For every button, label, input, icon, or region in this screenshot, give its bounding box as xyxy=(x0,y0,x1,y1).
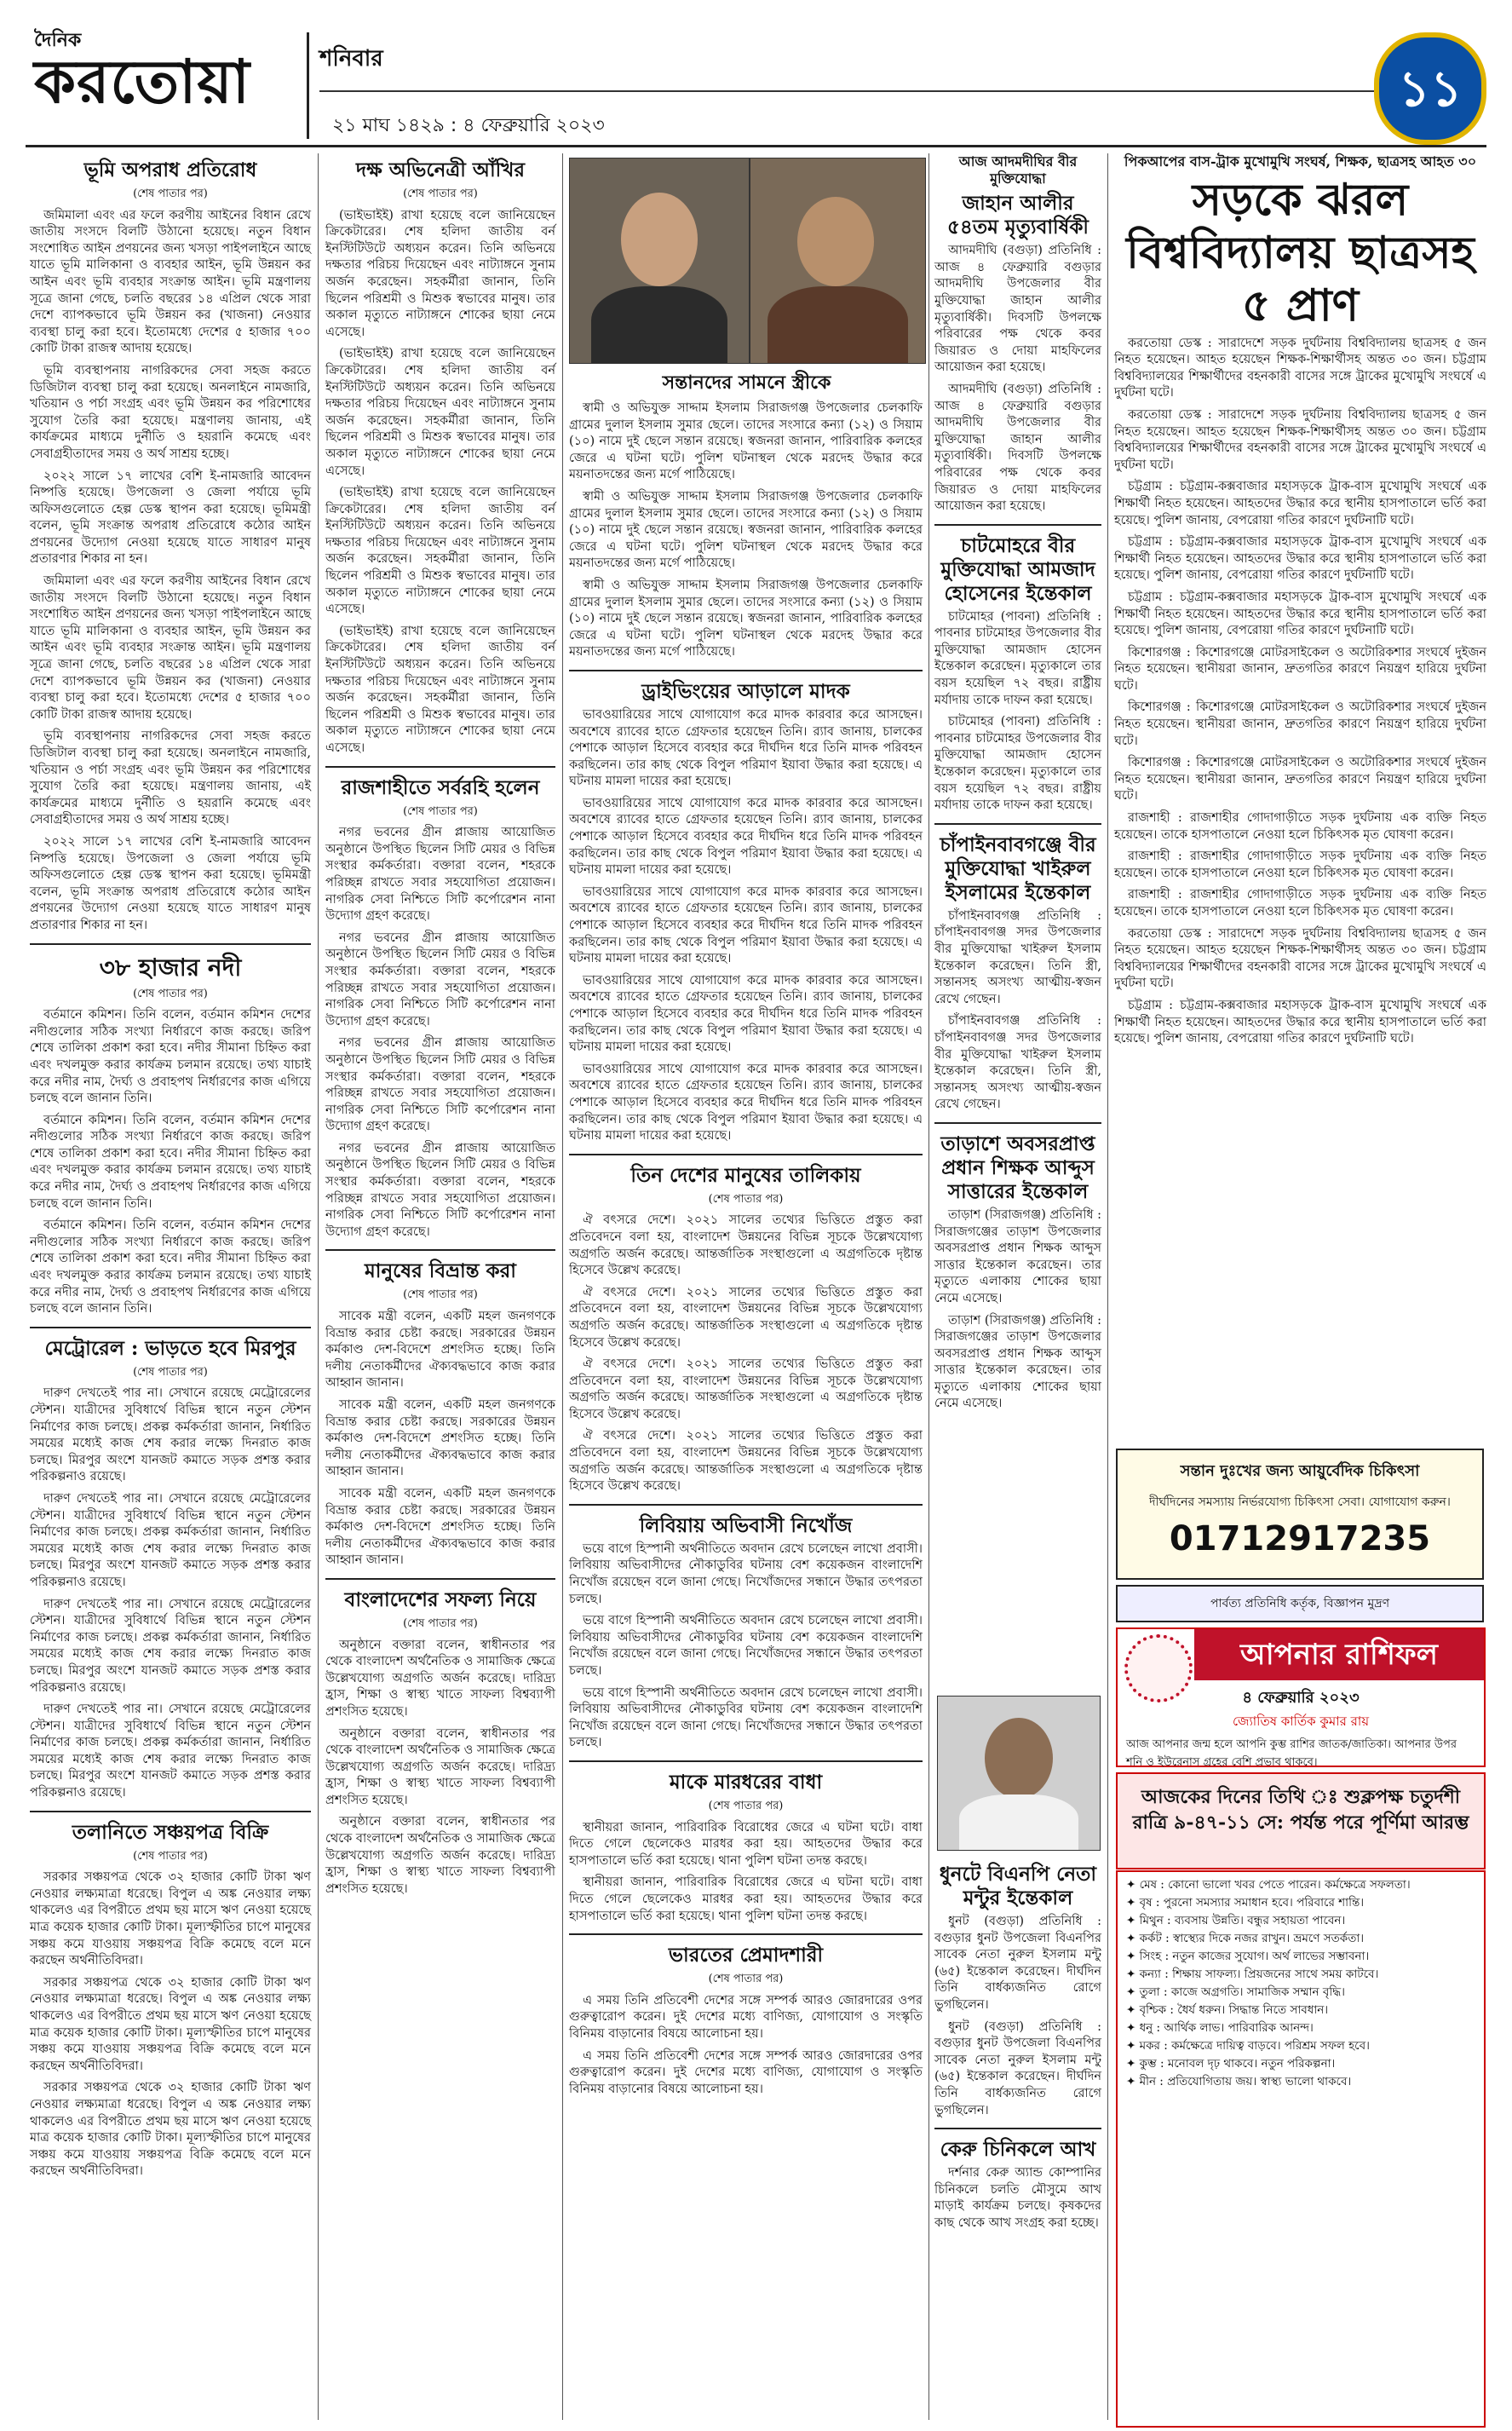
article-text: রাজশাহী : রাজশাহীর গোদাগাড়ীতে সড়ক দুর্ঘটনায় এক ব্যক্তি নিহত হয়েছেন। তাকে হাসপাতালে নেওয়া হলে চিকিৎসক মৃত ঘোষণা করেন। xyxy=(1114,850,1486,880)
article-text: চট্টগ্রাম : চট্টগ্রাম-কক্সবাজার মহাসড়কে ট্রাক-বাস মুখোমুখি সংঘর্ষে এক শিক্ষার্থী নিহত হয়েছেন। আহতদের উদ্ধার করে স্থানীয় হাসপাতালে ভর্তি করা হয়েছে। পুলিশ জানায়, বেপরোয়া গতির কারণে দুর্ঘটনাটি ঘটে। xyxy=(1114,590,1486,638)
article-text: (ভাইভাইই) রাখা হয়েছে বলে জানিয়েছেন ক্রিকেটারের। শেষ হলিদা জাতীয় বর্ন ইনস্টিটিউটে অধ্যয়ন করেন। তিনি অভিনয়ে দক্ষতার পরিচয় দিয়েছেন এবং নাট্যাঙ্গনে সুনাম অর্জন করেছেন। সহকর্মীরা জানান, তিনি ছিলেন পরিশ্রমী ও মিশুক স্বভাবের মানুষ। তার অকাল মৃত্যুতে নাট্যাঙ্গনে শোকের ছায়া নেমে এসেছে। xyxy=(325,624,555,755)
column-divider xyxy=(1107,153,1108,2420)
article-text: এ সময় তিনি প্রতিবেশী দেশের সঙ্গে সম্পর্ক আরও জোরদারের ওপর গুরুত্বারোপ করেন। দুই দেশের মধ্যে বাণিজ্য, যোগাযোগ ও সংস্কৃতি বিনিময় বাড়ানোর বিষয়ে আলোচনা হয়। xyxy=(569,2048,923,2096)
continued-note: (শেষ পাতার পর) xyxy=(133,1365,208,1379)
horoscope-list xyxy=(1116,1870,1486,2428)
article-text: ভাবওয়ারিয়ের সাথে যোগাযোগ করে মাদক কারবার করে আসছেন। অবশেষে র‌্যাবের হাতে গ্রেফতার হয়েছেন তিনি। র‌্যাব জানায়, চালকের পেশাকে আড়াল হিসেবে ব্যবহার করে দীর্ঘদিন ধরে তিনি মাদক পরিবহন করছিলেন। তার কাছ থেকে বিপুল পরিমাণ ইয়াবা উদ্ধার করা হয়েছে। এ ঘটনায় মামলা দায়ের করা হয়েছে। xyxy=(569,884,923,966)
article-text: সাবেক মন্ত্রী বলেন, একটি মহল জনগণকে বিভ্রান্ত করার চেষ্টা করছে। সরকারের উন্নয়ন কর্মকাণ্ড দেশ-বিদেশে প্রশংসিত হচ্ছে। তিনি দলীয় নেতাকর্মীদের ঐক্যবদ্ধভাবে কাজ করার আহ্বান জানান। xyxy=(325,1398,555,1479)
article-text: নগর ভবনের গ্রীন প্লাজায় আয়োজিত অনুষ্ঠানে উপস্থিত ছিলেন সিটি মেয়র ও বিভিন্ন সংস্থার কর্মকর্তারা। বক্তারা বলেন, শহরকে পরিচ্ছন্ন রাখতে সবার সহযোগিতা প্রয়োজন। নাগরিক সেবা নিশ্চিতে সিটি কর্পোরেশন নানা উদ্যোগ গ্রহণ করেছে। xyxy=(325,826,555,924)
weekday: শনিবার xyxy=(319,46,383,72)
horoscope-entry: ✦ তুলা : কাজে অগ্রগতি। সামাজিক সম্মান বৃদ্ধি। xyxy=(1126,1985,1345,1999)
article-text: ভাবওয়ারিয়ের সাথে যোগাযোগ করে মাদক কারবার করে আসছেন। অবশেষে র‌্যাবের হাতে গ্রেফতার হয়েছেন তিনি। র‌্যাব জানায়, চালকের পেশাকে আড়াল হিসেবে ব্যবহার করে দীর্ঘদিন ধরে তিনি মাদক পরিবহন করছিলেন। তার কাছ থেকে বিপুল পরিমাণ ইয়াবা উদ্ধার করা হয়েছে। এ ঘটনায় মামলা দায়ের করা হয়েছে। xyxy=(569,1062,923,1143)
article-text: চাটমোহর (পাবনা) প্রতিনিধি : পাবনার চাটমোহর উপজেলার বীর মুক্তিযোদ্ধা আমজাদ হোসেন ইন্তেকাল করেছেন। মৃত্যুকালে তার বয়স হয়েছিল ৭২ বছর। রাষ্ট্রীয় মর্যাদায় তাকে দাফন করা হয়েছে। xyxy=(934,715,1101,813)
article-separator xyxy=(934,1122,1101,1124)
header-bottom-rule xyxy=(26,145,1486,147)
article-text: রাজশাহী : রাজশাহীর গোদাগাড়ীতে সড়ক দুর্ঘটনায় এক ব্যক্তি নিহত হয়েছেন। তাকে হাসপাতালে নেওয়া হলে চিকিৎসক মৃত ঘোষণা করেন। xyxy=(1114,888,1486,919)
article-text: ভূমি ব্যবস্থাপনায় নাগরিকদের সেবা সহজ করতে ডিজিটাল ব্যবস্থা চালু করা হয়েছে। অনলাইনে নামজারি, খতিয়ান ও পর্চা সংগ্রহ এবং ভূমি উন্নয়ন কর পরিশোধের সুযোগ তৈরি করা হয়েছে। মন্ত্রণালয় জানায়, এই কার্যক্রমের মাধ্যমে দুর্নীতি ও হয়রানি কমেছে এবং সেবাগ্রহীতাদের সময় ও অর্থ সাশ্রয় হচ্ছে। xyxy=(30,729,311,827)
article-separator xyxy=(30,943,311,945)
article-text: নগর ভবনের গ্রীন প্লাজায় আয়োজিত অনুষ্ঠানে উপস্থিত ছিলেন সিটি মেয়র ও বিভিন্ন সংস্থার কর্মকর্তারা। বক্তারা বলেন, শহরকে পরিচ্ছন্ন রাখতে সবার সহযোগিতা প্রয়োজন। নাগরিক সেবা নিশ্চিতে সিটি কর্পোরেশন নানা উদ্যোগ গ্রহণ করেছে। xyxy=(325,1141,555,1239)
headline: ৩৮ হাজার নদী xyxy=(99,953,242,982)
continued-note: (শেষ পাতার পর) xyxy=(403,804,478,818)
article-text: নগর ভবনের গ্রীন প্লাজায় আয়োজিত অনুষ্ঠানে উপস্থিত ছিলেন সিটি মেয়র ও বিভিন্ন সংস্থার কর্মকর্তারা। বক্তারা বলেন, শহরকে পরিচ্ছন্ন রাখতে সবার সহযোগিতা প্রয়োজন। নাগরিক সেবা নিশ্চিতে সিটি কর্পোরেশন নানা উদ্যোগ গ্রহণ করেছে। xyxy=(325,930,555,1028)
headline: মাকে মারধরের বাধা xyxy=(669,1770,823,1794)
horoscope-entry: ✦ বৃষ : পুরনো সমস্যার সমাধান হবে। পরিবারে শান্তি। xyxy=(1126,1896,1365,1910)
headline: দক্ষ অভিনেত্রী আঁখির xyxy=(356,158,525,181)
article-text: দারুণ দেখতেই পার না। সেখানে রয়েছে মেট্রোরেলের স্টেশন। যাত্রীদের সুবিধার্থে বিভিন্ন স্থানে নতুন স্টেশন নির্মাণের কাজ চলছে। প্রকল্প কর্মকর্তারা জানান, নির্ধারিত সময়ের মধ্যেই কাজ শেষ করার লক্ষ্যে দিনরাত কাজ চলছে। মিরপুর অংশে যানজট কমাতে সড়ক প্রশস্ত করার পরিকল্পনাও রয়েছে। xyxy=(30,1597,311,1695)
headline: তাড়াশে অবসরপ্রাপ্ত প্রধান শিক্ষক আব্দুস সাত্তারের ইন্তেকাল xyxy=(940,1132,1095,1203)
article-text: স্বামী ও অভিযুক্ত সাদ্দাম ইসলাম সিরাজগঞ্জ উপজেলার চেলকাফি গ্রামের দুলাল ইসলাম সুমার ছেলে। তাদের সংসারে কন্যা (১২) ও সিয়াম (১০) নামে দুই ছেলে সন্তান রয়েছে। স্বজনরা জানান, পারিবারিক কলহের জেরে এ ঘটনা ঘটে। পুলিশ ঘটনাস্থল থেকে মরদেহ উদ্ধার করে ময়নাতদন্তের জন্য মর্গে পাঠিয়েছে। xyxy=(569,489,923,571)
article-text: ভূমি ব্যবস্থাপনায় নাগরিকদের সেবা সহজ করতে ডিজিটাল ব্যবস্থা চালু করা হয়েছে। অনলাইনে নামজারি, খতিয়ান ও পর্চা সংগ্রহ এবং ভূমি উন্নয়ন কর পরিশোধের সুযোগ তৈরি করা হয়েছে। মন্ত্রণালয় জানায়, এই কার্যক্রমের মাধ্যমে দুর্নীতি ও হয়রানি কমেছে এবং সেবাগ্রহীতাদের সময় ও অর্থ সাশ্রয় হচ্ছে। xyxy=(30,363,311,461)
headline: চাটমোহরে বীর মুক্তিযোদ্ধা আমজাদ হোসেনের ইন্তেকাল xyxy=(940,533,1095,605)
article-text: ধুনট (বগুড়া) প্রতিনিধি : বগুড়ার ধুনট উপজেলা বিএনপির সাবেক নেতা নুরুল ইসলাম মন্টু (৬৫) ইন্তেকাল করেছেন। দীর্ঘদিন তিনি বার্ধক্যজনিত রোগে ভুগছিলেন। xyxy=(934,2019,1101,2117)
headline: ভূমি অপরাধ প্রতিরোধ xyxy=(83,158,257,181)
horoscope-author: জ্যোতিষ কার্তিক কুমার রায় xyxy=(1232,1714,1370,1729)
article-text: ঐ বৎসরে দেশে। ২০২১ সালের তথ্যের ভিত্তিতে প্রস্তুত করা প্রতিবেদনে বলা হয়, বাংলাদেশ উন্নয়নের বিভিন্ন সূচকে উল্লেখযোগ্য অগ্রগতি অর্জন করেছে। আন্তর্জাতিক সংস্থাগুলো এ অগ্রগতিকে দৃষ্টান্ত হিসেবে উল্লেখ করেছে। xyxy=(569,1357,923,1421)
article-text: ভয়ে বাগে হিস্পানী অর্থনীতিতে অবদান রেখে চলেছেন লাখো প্রবাসী। লিবিয়ায় অভিবাসীদের নৌকাডুবির ঘটনায় বেশ কয়েকজন বাংলাদেশি নিখোঁজ রয়েছেন বলে জানা গেছে। নিখোঁজদের সন্ধানে উদ্ধার তৎপরতা চলছে। xyxy=(569,1614,923,1678)
article-separator xyxy=(934,2128,1101,2129)
article-text: ভয়ে বাগে হিস্পানী অর্থনীতিতে অবদান রেখে চলেছেন লাখো প্রবাসী। লিবিয়ায় অভিবাসীদের নৌকাডুবির ঘটনায় বেশ কয়েকজন বাংলাদেশি নিখোঁজ রয়েছেন বলে জানা গেছে। নিখোঁজদের সন্ধানে উদ্ধার তৎপরতা চলছে। xyxy=(569,1541,923,1606)
headline: লিবিয়ায় অভিবাসী নিখোঁজ xyxy=(639,1513,853,1537)
kicker: আজ আদমদীঘির বীর মুক্তিযোদ্ধা xyxy=(958,153,1078,187)
horoscope-entry: ✦ কর্কট : স্বাস্থ্যের দিকে নজর রাখুন। ভ্রমণে সতর্কতা। xyxy=(1126,1932,1365,1945)
continued-note: (শেষ পাতার পর) xyxy=(708,1192,784,1206)
headline: ধুনটে বিএনপি নেতা মন্টুর ইন্তেকাল xyxy=(939,1863,1097,1910)
column-3 xyxy=(569,400,923,2103)
horoscope-entry: ✦ বৃশ্চিক : ধৈর্য ধরুন। সিদ্ধান্ত নিতে সাবধান। xyxy=(1126,2003,1329,2017)
article-text: ভাবওয়ারিয়ের সাথে যোগাযোগ করে মাদক কারবার করে আসছেন। অবশেষে র‌্যাবের হাতে গ্রেফতার হয়েছেন তিনি। র‌্যাব জানায়, চালকের পেশাকে আড়াল হিসেবে ব্যবহার করে দীর্ঘদিন ধরে তিনি মাদক পরিবহন করছিলেন। তার কাছ থেকে বিপুল পরিমাণ ইয়াবা উদ্ধার করা হয়েছে। এ ঘটনায় মামলা দায়ের করা হয়েছে। xyxy=(569,707,923,789)
article-text: (ভাইভাইই) রাখা হয়েছে বলে জানিয়েছেন ক্রিকেটারের। শেষ হলিদা জাতীয় বর্ন ইনস্টিটিউটে অধ্যয়ন করেন। তিনি অভিনয়ে দক্ষতার পরিচয় দিয়েছেন এবং নাট্যাঙ্গনে সুনাম অর্জন করেছেন। সহকর্মীরা জানান, তিনি ছিলেন পরিশ্রমী ও মিশুক স্বভাবের মানুষ। তার অকাল মৃত্যুতে নাট্যাঙ্গনে শোকের ছায়া নেমে এসেছে। xyxy=(325,208,555,339)
article-text: ভয়ে বাগে হিস্পানী অর্থনীতিতে অবদান রেখে চলেছেন লাখো প্রবাসী। লিবিয়ায় অভিবাসীদের নৌকাডুবির ঘটনায় বেশ কয়েকজন বাংলাদেশি নিখোঁজ রয়েছেন বলে জানা গেছে। নিখোঁজদের সন্ধানে উদ্ধার তৎপরতা চলছে। xyxy=(569,1685,923,1750)
article-separator xyxy=(325,766,555,768)
article-text: চাঁপাইনবাবগঞ্জ প্রতিনিধি : চাঁপাইনবাবগঞ্জ সদর উপজেলার বীর মুক্তিযোদ্ধা খাইরুল ইসলাম ইন্তেকাল করেছেন। তিনি স্ত্রী, সন্তানসহ অসংখ্য আত্মীয়-স্বজন রেখে গেছেন। xyxy=(934,1014,1101,1112)
masthead-divider xyxy=(307,32,309,139)
masthead xyxy=(26,15,1486,143)
column-divider xyxy=(562,153,563,2420)
article-text: ২০২২ সালে ১৭ লাখের বেশি ই-নামজারি আবেদন নিষ্পত্তি হয়েছে। উপজেলা ও জেলা পর্যায়ে ভূমি অফিসগুলোতে হেল্প ডেস্ক স্থাপন করা হয়েছে। ভূমিমন্ত্রী বলেন, ভূমি সংক্রান্ত অপরাধ প্রতিরোধে কঠোর আইন প্রণয়নের উদ্যোগ নেওয়া হয়েছে যাতে সাধারণ মানুষ প্রতারণার শিকার না হন। xyxy=(30,469,311,567)
article-text: কিশোরগঞ্জ : কিশোরগঞ্জে মোটরসাইকেল ও অটোরিকশার সংঘর্ষে দুইজন নিহত হয়েছেন। স্থানীয়রা জানান, দ্রুতগতির কারণে নিয়ন্ত্রণ হারিয়ে দুর্ঘটনা ঘটে। xyxy=(1114,700,1486,748)
continued-note: (শেষ পাতার পর) xyxy=(403,187,478,200)
continued-note: (শেষ পাতার পর) xyxy=(133,1849,208,1863)
article-text: ভাবওয়ারিয়ের সাথে যোগাযোগ করে মাদক কারবার করে আসছেন। অবশেষে র‌্যাবের হাতে গ্রেফতার হয়েছেন তিনি। র‌্যাব জানায়, চালকের পেশাকে আড়াল হিসেবে ব্যবহার করে দীর্ঘদিন ধরে তিনি মাদক পরিবহন করছিলেন। তার কাছ থেকে বিপুল পরিমাণ ইয়াবা উদ্ধার করা হয়েছে। এ ঘটনায় মামলা দায়ের করা হয়েছে। xyxy=(569,796,923,878)
article-text: জমিমালা এবং এর ফলে করণীয় আইনের বিধান রেখে জাতীয় সংসদে বিলটি উঠানো হয়েছে। নতুন বিধান সংশোধিত আইন প্রণয়নের জন্য খসড়া পাইপলাইনে আছে যাতে ভূমি মালিকানা ও ব্যবহার আইন, ভূমি উন্নয়ন কর আইন এবং ভূমি ব্যবহার সংক্রান্ত আইন। ভূমি মন্ত্রণালয় সূত্রে জানা গেছে, চলতি বছরের ১৪ এপ্রিল থেকে সারা দেশে ব্যাপকভাবে ভূমি উন্নয়ন কর (খাজনা) নেওয়ার ব্যবস্থা চালু করা হবে। ইতোমধ্যে দেশের ৫ হাজার ৭০০ কোটি টাকা রাজস্ব আদায় হয়েছে। xyxy=(30,208,311,356)
horoscope-entry: ✦ মিথুন : ব্যবসায় উন্নতি। বন্ধুর সহায়তা পাবেন। xyxy=(1126,1914,1346,1927)
horoscope-entry: ✦ কন্যা : শিক্ষায় সাফল্য। প্রিয়জনের সাথে সময় কাটবে। xyxy=(1126,1967,1379,1981)
headline: তিন দেশের মানুষের তালিকায় xyxy=(630,1163,861,1187)
article-text: স্থানীয়রা জানান, পারিবারিক বিরোধের জেরে এ ঘটনা ঘটে। বাধা দিতে গেলে ছেলেকেও মারধর করা হয়। আহতদের উদ্ধার করে হাসপাতালে ভর্তি করা হয়েছে। থানা পুলিশ ঘটনা তদন্ত করছে। xyxy=(569,1820,923,1868)
article-text: আদমদীঘি (বগুড়া) প্রতিনিধি : আজ ৪ ফেব্রুয়ারি বগুড়ার আদমদীঘি উপজেলার বীর মুক্তিযোদ্ধা জাহান আলীর মৃত্যুবার্ষিকী। দিবসটি উপলক্ষে পরিবারের পক্ষ থেকে কবর জিয়ারত ও দোয়া মাহফিলের আয়োজন করা হয়েছে। xyxy=(934,382,1101,514)
article-text: করতোয়া ডেস্ক : সারাদেশে সড়ক দুর্ঘটনায় বিশ্ববিদ্যালয় ছাত্রসহ ৫ জন নিহত হয়েছেন। আহত হয়েছেন শিক্ষক-শিক্ষার্থীসহ অন্তত ৩০ জন। চট্টগ্রাম বিশ্ববিদ্যালয়ের শিক্ষার্থীদের বহনকারী বাসের সঙ্গে ট্রাকের মুখোমুখি সংঘর্ষে এ দুর্ঘটনা ঘটে। xyxy=(1114,926,1486,991)
article-text: রাজশাহী : রাজশাহীর গোদাগাড়ীতে সড়ক দুর্ঘটনায় এক ব্যক্তি নিহত হয়েছেন। তাকে হাসপাতালে নেওয়া হলে চিকিৎসক মৃত ঘোষণা করেন। xyxy=(1114,811,1486,842)
article-text: ভাবওয়ারিয়ের সাথে যোগাযোগ করে মাদক কারবার করে আসছেন। অবশেষে র‌্যাবের হাতে গ্রেফতার হয়েছেন তিনি। র‌্যাব জানায়, চালকের পেশাকে আড়াল হিসেবে ব্যবহার করে দীর্ঘদিন ধরে তিনি মাদক পরিবহন করছিলেন। তার কাছ থেকে বিপুল পরিমাণ ইয়াবা উদ্ধার করা হয়েছে। এ ঘটনায় মামলা দায়ের করা হয়েছে। xyxy=(569,973,923,1055)
article-text: স্থানীয়রা জানান, পারিবারিক বিরোধের জেরে এ ঘটনা ঘটে। বাধা দিতে গেলে ছেলেকেও মারধর করা হয়। আহতদের উদ্ধার করে হাসপাতালে ভর্তি করা হয়েছে। থানা পুলিশ ঘটনা তদন্ত করছে। xyxy=(569,1875,923,1923)
article-text: (ভাইভাইই) রাখা হয়েছে বলে জানিয়েছেন ক্রিকেটারের। শেষ হলিদা জাতীয় বর্ন ইনস্টিটিউটে অধ্যয়ন করেন। তিনি অভিনয়ে দক্ষতার পরিচয় দিয়েছেন এবং নাট্যাঙ্গনে সুনাম অর্জন করেছেন। সহকর্মীরা জানান, তিনি ছিলেন পরিশ্রমী ও মিশুক স্বভাবের মানুষ। তার অকাল মৃত্যুতে নাট্যাঙ্গনে শোকের ছায়া নেমে এসেছে। xyxy=(325,486,555,617)
obituary-photo xyxy=(937,1696,1101,1851)
horoscope-title: আপনার রাশিফল xyxy=(1194,1629,1484,1680)
news-photo-man xyxy=(569,158,750,364)
article-separator xyxy=(325,1249,555,1251)
issue-date: ২১ মাঘ ১৪২৯ : ৪ ফেব্রুয়ারি ২০২৩ xyxy=(332,115,605,136)
article-text: চট্টগ্রাম : চট্টগ্রাম-কক্সবাজার মহাসড়কে ট্রাক-বাস মুখোমুখি সংঘর্ষে এক শিক্ষার্থী নিহত হয়েছেন। আহতদের উদ্ধার করে স্থানীয় হাসপাতালে ভর্তি করা হয়েছে। পুলিশ জানায়, বেপরোয়া গতির কারণে দুর্ঘটনাটি ঘটে। xyxy=(1114,998,1486,1046)
article-text: তাড়াশ (সিরাজগঞ্জ) প্রতিনিধি : সিরাজগঞ্জের তাড়াশ উপজেলার অবসরপ্রাপ্ত প্রধান শিক্ষক আব্দুস সাত্তার ইন্তেকাল করেছেন। তার মৃত্যুতে এলাকায় শোকের ছায়া নেমে এসেছে। xyxy=(934,1313,1101,1411)
article-text: ধুনট (বগুড়া) প্রতিনিধি : বগুড়ার ধুনট উপজেলা বিএনপির সাবেক নেতা নুরুল ইসলাম মন্টু (৬৫) ইন্তেকাল করেছেন। দীর্ঘদিন তিনি বার্ধক্যজনিত রোগে ভুগছিলেন। xyxy=(934,1915,1101,2012)
article-text: বর্তমানে কমিশন। তিনি বলেন, বর্তমান কমিশন দেশের নদীগুলোর সঠিক সংখ্যা নির্ধারণে কাজ করছে। জরিপ শেষে তালিকা প্রকাশ করা হবে। নদীর সীমানা চিহ্নিত করা এবং দখলমুক্ত করার কার্যক্রম চলমান রয়েছে। তথ্য যাচাই করে নদীর নাম, দৈর্ঘ্য ও প্রবাহপথ নির্ধারণের কাজ এগিয়ে চলছে বলে জানান তিনি। xyxy=(30,1218,311,1316)
article-text: দারুণ দেখতেই পার না। সেখানে রয়েছে মেট্রোরেলের স্টেশন। যাত্রীদের সুবিধার্থে বিভিন্ন স্থানে নতুন স্টেশন নির্মাণের কাজ চলছে। প্রকল্প কর্মকর্তারা জানান, নির্ধারিত সময়ের মধ্যেই কাজ শেষ করার লক্ষ্যে দিনরাত কাজ চলছে। মিরপুর অংশে যানজট কমাতে সড়ক প্রশস্ত করার পরিকল্পনাও রয়েছে। xyxy=(30,1386,311,1484)
ad-phone: 01712917235 xyxy=(1169,1519,1431,1558)
headline: ভারতের প্রেমাদশারী xyxy=(668,1944,824,1967)
article-separator xyxy=(569,670,923,671)
article-text: চাঁপাইনবাবগঞ্জ প্রতিনিধি : চাঁপাইনবাবগঞ্জ সদর উপজেলার বীর মুক্তিযোদ্ধা খাইরুল ইসলাম ইন্তেকাল করেছেন। তিনি স্ত্রী, সন্তানসহ অসংখ্য আত্মীয়-স্বজন রেখে গেছেন। xyxy=(934,908,1101,1006)
article-text: সরকার সঞ্চয়পত্র থেকে ৩২ হাজার কোটি টাকা ঋণ নেওয়ার লক্ষ্যমাত্রা ধরেছে। বিপুল এ অঙ্ক নেওয়ার লক্ষ্য থাকলেও এর বিপরীতে প্রথম ছয় মাসে ঋণ নেওয়া হয়েছে মাত্র কয়েক হাজার কোটি টাকা। মূল্যস্ফীতির চাপে মানুষের সঞ্চয় কমে যাওয়ায় সঞ্চয়পত্র বিক্রি কমেছে বলে মনে করছেন অর্থনীতিবিদরা। xyxy=(30,1975,311,2073)
article-separator xyxy=(30,1327,311,1328)
article-separator xyxy=(934,823,1101,825)
article-text: এ সময় তিনি প্রতিবেশী দেশের সঙ্গে সম্পর্ক আরও জোরদারের ওপর গুরুত্বারোপ করেন। দুই দেশের মধ্যে বাণিজ্য, যোগাযোগ ও সংস্কৃতি বিনিময় বাড়ানোর বিষয়ে আলোচনা হয়। xyxy=(569,1993,923,2041)
column-divider xyxy=(318,153,319,2420)
article-text: দারুণ দেখতেই পার না। সেখানে রয়েছে মেট্রোরেলের স্টেশন। যাত্রীদের সুবিধার্থে বিভিন্ন স্থানে নতুন স্টেশন নির্মাণের কাজ চলছে। প্রকল্প কর্মকর্তারা জানান, নির্ধারিত সময়ের মধ্যেই কাজ শেষ করার লক্ষ্যে দিনরাত কাজ চলছে। মিরপুর অংশে যানজট কমাতে সড়ক প্রশস্ত করার পরিকল্পনাও রয়েছে। xyxy=(30,1491,311,1589)
article-text: (ভাইভাইই) রাখা হয়েছে বলে জানিয়েছেন ক্রিকেটারের। শেষ হলিদা জাতীয় বর্ন ইনস্টিটিউটে অধ্যয়ন করেন। তিনি অভিনয়ে দক্ষতার পরিচয় দিয়েছেন এবং নাট্যাঙ্গনে সুনাম অর্জন করেছেন। সহকর্মীরা জানান, তিনি ছিলেন পরিশ্রমী ও মিশুক স্বভাবের মানুষ। তার অকাল মৃত্যুতে নাট্যাঙ্গনে শোকের ছায়া নেমে এসেছে। xyxy=(325,347,555,478)
article-text: অনুষ্ঠানে বক্তারা বলেন, স্বাধীনতার পর থেকে বাংলাদেশ অর্থনৈতিক ও সামাজিক ক্ষেত্রে উল্লেখযোগ্য অগ্রগতি অর্জন করেছে। দারিদ্র্য হ্রাস, শিক্ষা ও স্বাস্থ্য খাতে সাফল্য বিশ্বব্যাপী প্রশংসিত হয়েছে। xyxy=(325,1638,555,1719)
article-text: দারুণ দেখতেই পার না। সেখানে রয়েছে মেট্রোরেলের স্টেশন। যাত্রীদের সুবিধার্থে বিভিন্ন স্থানে নতুন স্টেশন নির্মাণের কাজ চলছে। প্রকল্প কর্মকর্তারা জানান, নির্ধারিত সময়ের মধ্যেই কাজ শেষ করার লক্ষ্যে দিনরাত কাজ চলছে। মিরপুর অংশে যানজট কমাতে সড়ক প্রশস্ত করার পরিকল্পনাও রয়েছে। xyxy=(30,1702,311,1800)
masthead-prefix: দৈনিক xyxy=(34,30,82,51)
photo-headline: সন্তানদের সামনে স্ত্রীকে xyxy=(662,372,831,394)
article-text: ঐ বৎসরে দেশে। ২০২১ সালের তথ্যের ভিত্তিতে প্রস্তুত করা প্রতিবেদনে বলা হয়, বাংলাদেশ উন্নয়নের বিভিন্ন সূচকে উল্লেখযোগ্য অগ্রগতি অর্জন করেছে। আন্তর্জাতিক সংস্থাগুলো এ অগ্রগতিকে দৃষ্টান্ত হিসেবে উল্লেখ করেছে। xyxy=(569,1429,923,1494)
article-text: চট্টগ্রাম : চট্টগ্রাম-কক্সবাজার মহাসড়কে ট্রাক-বাস মুখোমুখি সংঘর্ষে এক শিক্ষার্থী নিহত হয়েছেন। আহতদের উদ্ধার করে স্থানীয় হাসপাতালে ভর্তি করা হয়েছে। পুলিশ জানায়, বেপরোয়া গতির কারণে দুর্ঘটনাটি ঘটে। xyxy=(1114,480,1486,527)
headline: চাঁপাইনবাবগঞ্জে বীর মুক্তিযোদ্ধা খাইরুল ইসলামের ইন্তেকাল xyxy=(940,832,1096,904)
article-text: স্বামী ও অভিযুক্ত সাদ্দাম ইসলাম সিরাজগঞ্জ উপজেলার চেলকাফি গ্রামের দুলাল ইসলাম সুমার ছেলে। তাদের সংসারে কন্যা (১২) ও সিয়াম (১০) নামে দুই ছেলে সন্তান রয়েছে। স্বজনরা জানান, পারিবারিক কলহের জেরে এ ঘটনা ঘটে। পুলিশ ঘটনাস্থল থেকে মরদেহ উদ্ধার করে ময়নাতদন্তের জন্য মর্গে পাঠিয়েছে। xyxy=(569,578,923,660)
article-text: করতোয়া ডেস্ক : সারাদেশে সড়ক দুর্ঘটনায় বিশ্ববিদ্যালয় ছাত্রসহ ৫ জন নিহত হয়েছেন। আহত হয়েছেন শিক্ষক-শিক্ষার্থীসহ অন্তত ৩০ জন। চট্টগ্রাম বিশ্ববিদ্যালয়ের শিক্ষার্থীদের বহনকারী বাসের সঙ্গে ট্রাকের মুখোমুখি সংঘর্ষে এ দুর্ঘটনা ঘটে। xyxy=(1114,336,1486,400)
article-separator xyxy=(934,524,1101,526)
article-text: আদমদীঘি (বগুড়া) প্রতিনিধি : আজ ৪ ফেব্রুয়ারি বগুড়ার আদমদীঘি উপজেলার বীর মুক্তিযোদ্ধা জাহান আলীর মৃত্যুবার্ষিকী। দিবসটি উপলক্ষে পরিবারের পক্ষ থেকে কবর জিয়ারত ও দোয়া মাহফিলের আয়োজন করা হয়েছে। xyxy=(934,244,1101,375)
kicker: পিকআপের বাস-ট্রাক মুখোমুখি সংঘর্ষ, শিক্ষক, ছাত্রসহ আহত ৩০ xyxy=(1124,153,1477,170)
headline: মানুষের বিভ্রান্ত করা xyxy=(365,1259,516,1283)
column-4-lower xyxy=(934,1858,1101,2238)
continued-note: (শেষ পাতার পর) xyxy=(133,187,208,200)
article-text: নগর ভবনের গ্রীন প্লাজায় আয়োজিত অনুষ্ঠানে উপস্থিত ছিলেন সিটি মেয়র ও বিভিন্ন সংস্থার কর্মকর্তারা। বক্তারা বলেন, শহরকে পরিচ্ছন্ন রাখতে সবার সহযোগিতা প্রয়োজন। নাগরিক সেবা নিশ্চিতে সিটি কর্পোরেশন নানা উদ্যোগ গ্রহণ করেছে। xyxy=(325,1036,555,1134)
ad-strip-text: পার্বত্য প্রতিনিধি কর্তৃক, বিজ্ঞাপন মুদ্রণ xyxy=(1210,1597,1390,1610)
headline: বাংলাদেশের সফল্য নিয়ে xyxy=(344,1587,537,1611)
article-text: করতোয়া ডেস্ক : সারাদেশে সড়ক দুর্ঘটনায় বিশ্ববিদ্যালয় ছাত্রসহ ৫ জন নিহত হয়েছেন। আহত হয়েছেন শিক্ষক-শিক্ষার্থীসহ অন্তত ৩০ জন। চট্টগ্রাম বিশ্ববিদ্যালয়ের শিক্ষার্থীদের বহনকারী বাসের সঙ্গে ট্রাকের মুখোমুখি সংঘর্ষে এ দুর্ঘটনা ঘটে। xyxy=(1114,407,1486,472)
article-text: ঐ বৎসরে দেশে। ২০২১ সালের তথ্যের ভিত্তিতে প্রস্তুত করা প্রতিবেদনে বলা হয়, বাংলাদেশ উন্নয়নের বিভিন্ন সূচকে উল্লেখযোগ্য অগ্রগতি অর্জন করেছে। আন্তর্জাতিক সংস্থাগুলো এ অগ্রগতিকে দৃষ্টান্ত হিসেবে উল্লেখ করেছে। xyxy=(569,1213,923,1278)
article-text: চট্টগ্রাম : চট্টগ্রাম-কক্সবাজার মহাসড়কে ট্রাক-বাস মুখোমুখি সংঘর্ষে এক শিক্ষার্থী নিহত হয়েছেন। আহতদের উদ্ধার করে স্থানীয় হাসপাতালে ভর্তি করা হয়েছে। পুলিশ জানায়, বেপরোয়া গতির কারণে দুর্ঘটনাটি ঘটে। xyxy=(1114,535,1486,583)
ad-strip xyxy=(1116,1585,1484,1622)
article-text: চাটমোহর (পাবনা) প্রতিনিধি : পাবনার চাটমোহর উপজেলার বীর মুক্তিযোদ্ধা আমজাদ হোসেন ইন্তেকাল করেছেন। মৃত্যুকালে তার বয়স হয়েছিল ৭২ বছর। রাষ্ট্রীয় মর্যাদায় তাকে দাফন করা হয়েছে। xyxy=(934,609,1101,707)
article-text: ঐ বৎসরে দেশে। ২০২১ সালের তথ্যের ভিত্তিতে প্রস্তুত করা প্রতিবেদনে বলা হয়, বাংলাদেশ উন্নয়নের বিভিন্ন সূচকে উল্লেখযোগ্য অগ্রগতি অর্জন করেছে। আন্তর্জাতিক সংস্থাগুলো এ অগ্রগতিকে দৃষ্টান্ত হিসেবে উল্লেখ করেছে। xyxy=(569,1285,923,1350)
horoscope-intro: আজ আপনার জন্ম হলে আপনি কুম্ভ রাশির জাতক/জাতিকা। আপনার উপর শনি ও ইউরেনাস গ্রহের বেশি প্রভাব থাকবে। xyxy=(1126,1738,1457,1769)
article-text: দর্শনার কেরু অ্যান্ড কোম্পানির চিনিকলে চলতি মৌসুমে আখ মাড়াই কার্যক্রম চলছে। কৃষকদের কাছ থেকে আখ সংগ্রহ করা হচ্ছে। xyxy=(934,2166,1101,2230)
article-text: কিশোরগঞ্জ : কিশোরগঞ্জে মোটরসাইকেল ও অটোরিকশার সংঘর্ষে দুইজন নিহত হয়েছেন। স্থানীয়রা জানান, দ্রুতগতির কারণে নিয়ন্ত্রণ হারিয়ে দুর্ঘটনা ঘটে। xyxy=(1114,756,1486,804)
headline: ড্রাইভিংয়ের আড়ালে মাদক xyxy=(641,679,850,703)
horoscope-entry: ✦ কুম্ভ : মনোবল দৃঢ় থাকবে। নতুন পরিকল্পনা। xyxy=(1126,2057,1336,2071)
continued-note: (শেষ পাতার পর) xyxy=(708,1973,784,1986)
news-photo-woman xyxy=(750,158,926,364)
article-separator xyxy=(325,1578,555,1580)
headline: জাহান আলীর ৫৪তম মৃত্যুবার্ষিকী xyxy=(947,192,1089,239)
continued-note: (শেষ পাতার পর) xyxy=(133,987,208,1000)
article-text: জমিমালা এবং এর ফলে করণীয় আইনের বিধান রেখে জাতীয় সংসদে বিলটি উঠানো হয়েছে। নতুন বিধান সংশোধিত আইন প্রণয়নের জন্য খসড়া পাইপলাইনে আছে যাতে ভূমি মালিকানা ও ব্যবহার আইন, ভূমি উন্নয়ন কর আইন এবং ভূমি ব্যবহার সংক্রান্ত আইন। ভূমি মন্ত্রণালয় সূত্রে জানা গেছে, চলতি বছরের ১৪ এপ্রিল থেকে সারা দেশে ব্যাপকভাবে ভূমি উন্নয়ন কর (খাজনা) নেওয়ার ব্যবস্থা চালু করা হবে। ইতোমধ্যে দেশের ৫ হাজার ৭০০ কোটি টাকা রাজস্ব আদায় হয়েছে। xyxy=(30,574,311,722)
horoscope-entry: ✦ ধনু : আর্থিক লাভ। পারিবারিক আনন্দ। xyxy=(1126,2021,1314,2035)
article-text: সরকার সঞ্চয়পত্র থেকে ৩২ হাজার কোটি টাকা ঋণ নেওয়ার লক্ষ্যমাত্রা ধরেছে। বিপুল এ অঙ্ক নেওয়ার লক্ষ্য থাকলেও এর বিপরীতে প্রথম ছয় মাসে ঋণ নেওয়া হয়েছে মাত্র কয়েক হাজার কোটি টাকা। মূল্যস্ফীতির চাপে মানুষের সঞ্চয় কমে যাওয়ায় সঞ্চয়পত্র বিক্রি কমেছে বলে মনে করছেন অর্থনীতিবিদরা। xyxy=(30,2081,311,2179)
article-text: সাবেক মন্ত্রী বলেন, একটি মহল জনগণকে বিভ্রান্ত করার চেষ্টা করছে। সরকারের উন্নয়ন কর্মকাণ্ড দেশ-বিদেশে প্রশংসিত হচ্ছে। তিনি দলীয় নেতাকর্মীদের ঐক্যবদ্ধভাবে কাজ করার আহ্বান জানান। xyxy=(325,1486,555,1568)
article-text: বর্তমানে কমিশন। তিনি বলেন, বর্তমান কমিশন দেশের নদীগুলোর সঠিক সংখ্যা নির্ধারণে কাজ করছে। জরিপ শেষে তালিকা প্রকাশ করা হবে। নদীর সীমানা চিহ্নিত করা এবং দখলমুক্ত করার কার্যক্রম চলমান রয়েছে। তথ্য যাচাই করে নদীর নাম, দৈর্ঘ্য ও প্রবাহপথ নির্ধারণের কাজ এগিয়ে চলছে বলে জানান তিনি। xyxy=(30,1008,311,1106)
column-divider xyxy=(928,153,929,2420)
column-4 xyxy=(934,153,1101,1418)
article-separator xyxy=(569,1504,923,1506)
header-rule xyxy=(319,90,1418,92)
article-text: স্বামী ও অভিযুক্ত সাদ্দাম ইসলাম সিরাজগঞ্জ উপজেলার চেলকাফি গ্রামের দুলাল ইসলাম সুমার ছেলে। তাদের সংসারে কন্যা (১২) ও সিয়াম (১০) নামে দুই ছেলে সন্তান রয়েছে। স্বজনরা জানান, পারিবারিক কলহের জেরে এ ঘটনা ঘটে। পুলিশ ঘটনাস্থল থেকে মরদেহ উদ্ধার করে ময়নাতদন্তের জন্য মর্গে পাঠিয়েছে। xyxy=(569,401,923,482)
horoscope-entry: ✦ মকর : কর্মক্ষেত্রে দায়িত্ব বাড়বে। পরিশ্রম সফল হবে। xyxy=(1126,2039,1370,2053)
headline: কেরু চিনিকলে আখ xyxy=(940,2138,1096,2162)
horoscope-entry: ✦ মেষ : কোনো ভালো খবর পেতে পারেন। কর্মক্ষেত্রে সফলতা। xyxy=(1126,1878,1411,1892)
lead-headline: সড়কে ঝরল বিশ্ববিদ্যালয় ছাত্রসহ ৫ প্রাণ xyxy=(1126,173,1475,331)
headline: মেট্রোরেল : ভাড়তে হবে মিরপুর xyxy=(44,1336,296,1360)
article-text: সরকার সঞ্চয়পত্র থেকে ৩২ হাজার কোটি টাকা ঋণ নেওয়ার লক্ষ্যমাত্রা ধরেছে। বিপুল এ অঙ্ক নেওয়ার লক্ষ্য থাকলেও এর বিপরীতে প্রথম ছয় মাসে ঋণ নেওয়া হয়েছে মাত্র কয়েক হাজার কোটি টাকা। মূল্যস্ফীতির চাপে মানুষের সঞ্চয় কমে যাওয়ায় সঞ্চয়পত্র বিক্রি কমেছে বলে মনে করছেন অর্থনীতিবিদরা। xyxy=(30,1870,311,1968)
article-text: ২০২২ সালে ১৭ লাখের বেশি ই-নামজারি আবেদন নিষ্পত্তি হয়েছে। উপজেলা ও জেলা পর্যায়ে ভূমি অফিসগুলোতে হেল্প ডেস্ক স্থাপন করা হয়েছে। ভূমিমন্ত্রী বলেন, ভূমি সংক্রান্ত অপরাধ প্রতিরোধে কঠোর আইন প্রণয়নের উদ্যোগ নেওয়া হয়েছে যাতে সাধারণ মানুষ প্রতারণার শিকার না হন। xyxy=(30,834,311,932)
article-separator xyxy=(569,1760,923,1762)
headline: রাজশাহীতে সর্বরহি হলেন xyxy=(341,775,540,799)
horoscope-entry: ✦ সিংহ : নতুন কাজের সুযোগ। অর্থ লাভের সম্ভাবনা। xyxy=(1126,1950,1370,1963)
tithi-box xyxy=(1116,1772,1486,1869)
article-text: অনুষ্ঠানে বক্তারা বলেন, স্বাধীনতার পর থেকে বাংলাদেশ অর্থনৈতিক ও সামাজিক ক্ষেত্রে উল্লেখযোগ্য অগ্রগতি অর্জন করেছে। দারিদ্র্য হ্রাস, শিক্ষা ও স্বাস্থ্য খাতে সাফল্য বিশ্বব্যাপী প্রশংসিত হয়েছে। xyxy=(325,1726,555,1807)
continued-note: (শেষ পাতার পর) xyxy=(708,1799,784,1812)
article-text: বর্তমানে কমিশন। তিনি বলেন, বর্তমান কমিশন দেশের নদীগুলোর সঠিক সংখ্যা নির্ধারণে কাজ করছে। জরিপ শেষে তালিকা প্রকাশ করা হবে। নদীর সীমানা চিহ্নিত করা এবং দখলমুক্ত করার কার্যক্রম চলমান রয়েছে। তথ্য যাচাই করে নদীর নাম, দৈর্ঘ্য ও প্রবাহপথ নির্ধারণের কাজ এগিয়ে চলছে বলে জানান তিনি। xyxy=(30,1113,311,1211)
horoscope-header xyxy=(1116,1627,1486,1767)
headline: তলানিতে সঞ্চয়পত্র বিক্রি xyxy=(72,1820,269,1844)
zodiac-wheel-icon xyxy=(1124,1634,1193,1702)
article-separator xyxy=(569,1154,923,1155)
column-2 xyxy=(325,153,555,1903)
newspaper-logo: করতোয়া xyxy=(34,47,250,117)
page-number-badge: ১১ xyxy=(1374,32,1486,145)
continued-note: (শেষ পাতার পর) xyxy=(403,1288,478,1302)
classified-ad xyxy=(1116,1449,1484,1580)
article-text: কিশোরগঞ্জ : কিশোরগঞ্জে মোটরসাইকেল ও অটোরিকশার সংঘর্ষে দুইজন নিহত হয়েছেন। স্থানীয়রা জানান, দ্রুতগতির কারণে নিয়ন্ত্রণ হারিয়ে দুর্ঘটনা ঘটে। xyxy=(1114,645,1486,693)
article-text: তাড়াশ (সিরাজগঞ্জ) প্রতিনিধি : সিরাজগঞ্জের তাড়াশ উপজেলার অবসরপ্রাপ্ত প্রধান শিক্ষক আব্দুস সাত্তার ইন্তেকাল করেছেন। তার মৃত্যুতে এলাকায় শোকের ছায়া নেমে এসেছে। xyxy=(934,1207,1101,1305)
article-separator xyxy=(30,1811,311,1812)
article-text: সাবেক মন্ত্রী বলেন, একটি মহল জনগণকে বিভ্রান্ত করার চেষ্টা করছে। সরকারের উন্নয়ন কর্মকাণ্ড দেশ-বিদেশে প্রশংসিত হচ্ছে। তিনি দলীয় নেতাকর্মীদের ঐক্যবদ্ধভাবে কাজ করার আহ্বান জানান। xyxy=(325,1310,555,1391)
column-5 xyxy=(1114,153,1486,1053)
horoscope-entry: ✦ মীন : প্রতিযোগিতায় জয়। স্বাস্থ্য ভালো থাকবে। xyxy=(1126,2075,1352,2088)
horoscope-entries xyxy=(1118,1872,1484,2097)
article-text: অনুষ্ঠানে বক্তারা বলেন, স্বাধীনতার পর থেকে বাংলাদেশ অর্থনৈতিক ও সামাজিক ক্ষেত্রে উল্লেখযোগ্য অগ্রগতি অর্জন করেছে। দারিদ্র্য হ্রাস, শিক্ষা ও স্বাস্থ্য খাতে সাফল্য বিশ্বব্যাপী প্রশংসিত হয়েছে। xyxy=(325,1815,555,1896)
tithi-text: আজকের দিনের তিথি ঃ শুক্লপক্ষ চতুর্দশী রাত্রি ৯-৪৭-১১ সে: পর্যন্ত পরে পূর্ণিমা আরম্ভ xyxy=(1132,1786,1469,1834)
ad-title: সন্তান দুঃখের জন্য আয়ুর্বেদিক চিকিৎসা xyxy=(1180,1462,1420,1480)
column-1 xyxy=(30,153,311,2186)
article-separator xyxy=(569,1933,923,1935)
horoscope-date: ৪ ফেব্রুয়ারি ২০২৩ xyxy=(1242,1689,1360,1707)
continued-note: (শেষ পাতার পর) xyxy=(403,1616,478,1630)
ad-body: দীর্ঘদিনের সমস্যায় নির্ভরযোগ্য চিকিৎসা সেবা। যোগাযোগ করুন। xyxy=(1149,1495,1451,1509)
